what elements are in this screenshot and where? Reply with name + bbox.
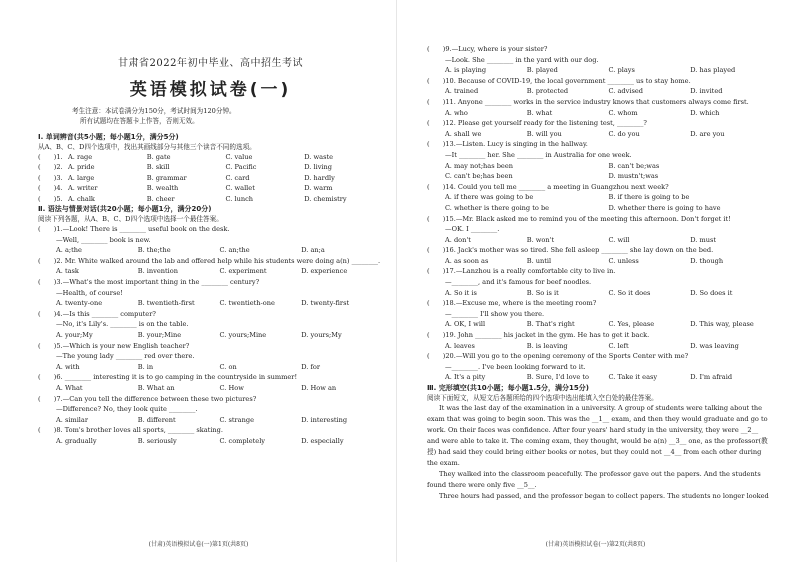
- answer-option[interactable]: D. waste: [304, 153, 334, 161]
- answer-option[interactable]: B. the;the: [137, 246, 171, 255]
- answer-option[interactable]: C. plays: [608, 66, 635, 75]
- question-item: [38, 224, 383, 256]
- answer-option[interactable]: A. twenty-one: [56, 299, 103, 308]
- answer-option[interactable]: C. can't be;has been: [445, 172, 513, 181]
- question-dialogue: —________, and it's famous for beef noodles.: [445, 278, 592, 287]
- answer-option[interactable]: C. Pacific: [225, 163, 257, 172]
- answer-options: [427, 192, 772, 203]
- question-item: [38, 372, 383, 393]
- answer-option[interactable]: C. Yes, please: [608, 320, 655, 329]
- answer-option[interactable]: D. was leaving: [690, 341, 739, 350]
- question-stem: ( )20.—Will you go to the opening ceremony of the Sports Center with me?: [427, 352, 689, 361]
- question-item: [427, 214, 772, 246]
- answer-option[interactable]: C. strange: [219, 415, 254, 424]
- answer-option[interactable]: B. grammar: [146, 173, 187, 182]
- answer-options: [38, 436, 383, 447]
- answer-option[interactable]: C. card: [225, 173, 250, 182]
- question-dialogue: —No, it's Lily's. ________ is on the table.: [56, 320, 189, 329]
- question-item: [427, 118, 772, 139]
- answer-option[interactable]: D. I'm afraid: [690, 373, 733, 382]
- answer-option[interactable]: A. if there was going to be: [445, 193, 534, 202]
- question-item: [38, 309, 383, 341]
- question-item: [38, 256, 383, 277]
- answer-option[interactable]: A. a;the: [56, 246, 82, 255]
- question-row: [38, 194, 383, 204]
- question-stem: ( )7.—Can you tell the difference between these two pictures?: [38, 394, 257, 403]
- question-row: [38, 183, 383, 193]
- answer-option[interactable]: B. What an: [137, 383, 175, 392]
- answer-options: [427, 65, 772, 76]
- question-item: [427, 245, 772, 266]
- answer-options: [38, 266, 383, 277]
- question-stem: ( )9.—Lucy, where is your sister?: [427, 45, 548, 53]
- answer-option[interactable]: D. twenty-first: [301, 299, 350, 308]
- answer-option[interactable]: B. can't be;was: [608, 161, 660, 170]
- question-stem: ( )4.—Is this ________ computer?: [38, 309, 156, 318]
- answer-options: [427, 86, 772, 97]
- answer-option[interactable]: B. in: [137, 362, 154, 371]
- answer-option[interactable]: D. interesting: [301, 415, 348, 424]
- answer-option[interactable]: A. shall we: [445, 129, 482, 138]
- answer-option[interactable]: D. though: [690, 256, 724, 265]
- answer-option[interactable]: C. yours;Mine: [219, 330, 267, 339]
- answer-option[interactable]: B. seriously: [137, 436, 177, 445]
- question-stem: ( )17.—Lanzhou is a really comfortable city to live in.: [427, 267, 616, 276]
- answer-option[interactable]: C. unless: [608, 256, 639, 265]
- exam-notice: [38, 106, 383, 126]
- answer-option[interactable]: C. lunch: [225, 194, 254, 203]
- question-item: [38, 394, 383, 426]
- answer-option[interactable]: C. whom: [608, 108, 638, 117]
- question-stem: ( )10. Because of COVID-19, the local government ________ us to stay home.: [427, 76, 691, 85]
- answer-option[interactable]: D. are you: [690, 129, 725, 138]
- question-row: [38, 173, 383, 183]
- answer-option[interactable]: B. what: [526, 108, 553, 117]
- question-number: ( )2.: [38, 163, 63, 172]
- answer-option[interactable]: C. do you: [608, 129, 640, 138]
- answer-option[interactable]: A. So it is: [445, 288, 477, 297]
- question-stem: ( )2. Mr. White walked around the lab and offered help while his students were doing a(n) ________.: [38, 256, 381, 265]
- answer-option[interactable]: C. experiment: [219, 267, 267, 276]
- answer-option[interactable]: C. value: [225, 153, 253, 161]
- page-footer-2: (甘肃)英语模拟试卷(一)第2页(共8页): [545, 541, 646, 548]
- question-number: ( )4.: [38, 184, 63, 193]
- answer-option[interactable]: B. will you: [526, 129, 562, 138]
- question-stem: ( )12. Please get yourself ready for the listening test, ________?: [427, 119, 647, 128]
- answer-option[interactable]: B. That's right: [526, 320, 575, 329]
- answer-options: [427, 161, 772, 172]
- answer-options: [427, 319, 772, 330]
- question-item: [427, 330, 772, 351]
- answer-option[interactable]: A. large: [68, 173, 95, 182]
- answer-option[interactable]: C. advised: [608, 87, 643, 96]
- question-dialogue: —It ________ her. She ________ in Australia for one week.: [445, 150, 632, 159]
- answer-option[interactable]: B. played: [526, 66, 558, 75]
- question-number: ( )3.: [38, 173, 63, 182]
- question-stem: ( )1.—Look! There is ________ useful book on the desk.: [38, 225, 230, 234]
- answer-option[interactable]: B. until: [526, 256, 552, 265]
- answer-option[interactable]: B. invention: [137, 267, 178, 276]
- answer-option[interactable]: B. skill: [146, 163, 170, 172]
- question-stem: ( )16. Jack's mother was so tired. She fell asleep ________ she lay down on the bed.: [427, 246, 714, 255]
- grammar-questions: [38, 224, 383, 446]
- question-item: [427, 266, 772, 298]
- answer-option[interactable]: B. twentieth-first: [137, 299, 195, 308]
- answer-option[interactable]: A. your;My: [56, 330, 93, 339]
- section-1-instructions: 从A、B、C、D四个选项中，找出其画线部分与其他三个读音不同的选项。: [38, 143, 256, 151]
- answer-options: [38, 415, 383, 426]
- question-item: [38, 425, 383, 446]
- answer-option[interactable]: B. wealth: [146, 184, 179, 193]
- answer-options: [38, 383, 383, 394]
- answer-options: [427, 341, 772, 352]
- answer-option[interactable]: A. similar: [56, 415, 88, 424]
- cloze-passage: [427, 403, 772, 502]
- notice-line-2: 所有试题均在答题卡上作答，否则无效。: [80, 117, 199, 125]
- notice-line-1: 考生注意：本试卷满分为150分，考试时间为120分钟。: [72, 107, 236, 115]
- section-2-heading: Ⅱ. 语法与情景对话(共20小题；每小题1分，满分20分): [38, 205, 212, 214]
- answer-option[interactable]: D. How an: [301, 383, 337, 392]
- answer-option[interactable]: A. with: [56, 362, 80, 371]
- answer-option[interactable]: B. gate: [146, 153, 171, 161]
- answer-option[interactable]: D. an;a: [301, 246, 325, 255]
- answer-option[interactable]: D. warm: [304, 184, 333, 193]
- answer-option[interactable]: A. may not;has been: [445, 161, 513, 170]
- answer-option[interactable]: D. must: [690, 235, 717, 244]
- answer-option[interactable]: B. if there is going to be: [608, 193, 690, 202]
- answer-option[interactable]: A. is playing: [445, 66, 487, 75]
- page-footer-1: (甘肃)英语模拟试卷(一)第1页(共8页): [148, 541, 249, 548]
- question-stem: ( )19. John ________ his jacket in the gym. He has to get it back.: [427, 331, 650, 340]
- question-number: ( )1.: [38, 153, 63, 161]
- answer-option[interactable]: C. left: [608, 341, 629, 350]
- answer-option[interactable]: A. as soon as: [445, 256, 489, 265]
- answer-option[interactable]: D. for: [301, 362, 321, 371]
- question-item: [427, 351, 772, 383]
- cloze-paragraph: They walked into the classroom peacefully. The professor gave out the papers. And the students found there were only five __5__.: [427, 470, 761, 489]
- answer-option[interactable]: D. mustn't;was: [608, 172, 659, 181]
- answer-option[interactable]: C. on: [219, 362, 237, 371]
- answer-option[interactable]: A. OK, I will: [445, 320, 486, 329]
- section-1-heading: Ⅰ. 单词辨音(共5小题；每小题1分，满分5分): [38, 133, 179, 141]
- question-item: [427, 298, 772, 330]
- answer-option[interactable]: D. This way, please: [690, 320, 754, 329]
- answer-option[interactable]: A. gradually: [56, 436, 97, 445]
- answer-options: [427, 203, 772, 214]
- answer-options: [427, 108, 772, 119]
- answer-option[interactable]: D. yours;My: [301, 330, 342, 339]
- phonetics-questions: [38, 152, 383, 204]
- answer-option[interactable]: D. whether there is going to have: [608, 203, 721, 212]
- answer-option[interactable]: A. chalk: [68, 194, 95, 203]
- section-2-instructions: 阅读下列各题，从A、B、C、D四个选项中选择一个最佳答案。: [38, 215, 223, 224]
- question-stem: ( )15.—Mr. Black asked me to remind you of the meeting this afternoon. Don't forget it!: [427, 214, 731, 223]
- question-dialogue: —________ I'll show you there.: [445, 309, 545, 318]
- question-number: ( )5.: [38, 194, 63, 203]
- question-item: [427, 44, 772, 76]
- cloze-paragraph: Three hours had passed, and the professor began to collect papers. The students no longer looked: [439, 492, 769, 500]
- question-stem: ( )6. ________ interesting it is to go camping in the countryside in summer!: [38, 373, 298, 382]
- question-stem: ( )18.—Excuse me, where is the meeting room?: [427, 299, 597, 308]
- answer-options: [427, 171, 772, 182]
- question-item: [427, 97, 772, 118]
- question-stem: ( )8. Tom's brother loves all sports, ________ skating.: [38, 426, 223, 435]
- answer-options: [427, 235, 772, 246]
- question-stem: ( )13.—Listen. Lucy is singing in the hallway.: [427, 140, 588, 149]
- answer-option[interactable]: A. rage: [68, 153, 93, 161]
- answer-option[interactable]: A. don't: [445, 235, 471, 244]
- answer-option[interactable]: D. which: [690, 108, 720, 117]
- answer-option[interactable]: D. So does it: [690, 288, 733, 297]
- question-dialogue: —Well, ________ book is new.: [56, 235, 151, 244]
- answer-option[interactable]: D. has played: [690, 66, 736, 75]
- question-stem: ( )5.—Which is your new English teacher?: [38, 341, 190, 350]
- answer-option[interactable]: C. wallet: [225, 184, 255, 193]
- answer-options: [427, 288, 772, 299]
- answer-option[interactable]: B. different: [137, 415, 176, 424]
- question-dialogue: —________. I've been looking forward to it.: [445, 362, 586, 371]
- question-item: [38, 341, 383, 373]
- answer-option[interactable]: C. Take it easy: [608, 373, 658, 382]
- answer-option[interactable]: A. who: [445, 108, 468, 117]
- question-dialogue: —The young lady ________ red over there.: [56, 352, 195, 361]
- answer-option[interactable]: C. How: [219, 383, 244, 392]
- question-dialogue: —OK. I ________.: [445, 225, 500, 234]
- question-item: [427, 139, 772, 181]
- answer-option[interactable]: B. protected: [526, 87, 569, 96]
- question-row: [38, 152, 383, 162]
- answer-option[interactable]: A. It's a pity: [445, 373, 486, 382]
- answer-option[interactable]: D. living: [304, 163, 333, 172]
- answer-option[interactable]: B. your;Mine: [137, 330, 182, 339]
- answer-option[interactable]: B. won't: [526, 235, 555, 244]
- exam-title: 甘肃省2022年初中毕业、高中招生考试: [118, 58, 303, 69]
- answer-option[interactable]: C. twentieth-one: [219, 299, 275, 308]
- answer-option[interactable]: D. chemistry: [304, 194, 347, 203]
- answer-option[interactable]: A. writer: [68, 184, 98, 193]
- answer-option[interactable]: D. invited: [690, 87, 723, 96]
- answer-option[interactable]: C. will: [608, 235, 630, 244]
- cloze-paragraph: It was the last day of the examination in a university. A group of students were talking about the exam that was going to begin soon. This was the __1__ exam, and then they would graduate and go to work. On their faces was confidence. After four years' hard study in the university, they were __2__ and were able to take it. The coming exam, they thought, would be a(n) __3__ one, as the professor(教授) had said they could bring either books or notes, but they could not __4__ from each other during the exam.: [427, 404, 768, 467]
- answer-options: [427, 129, 772, 140]
- question-stem: ( )3.—What's the most important thing in the ________ century?: [38, 278, 260, 286]
- answer-options: [427, 372, 772, 383]
- answer-options: [38, 330, 383, 341]
- answer-option[interactable]: B. is leaving: [526, 341, 568, 350]
- section-3-heading: Ⅲ. 完形填空(共10小题；每小题1.5分，满分15分): [427, 384, 589, 392]
- question-stem: ( )11. Anyone ________ works in the service industry knows that customers always come first.: [427, 97, 749, 106]
- answer-option[interactable]: C. So it does: [608, 288, 651, 297]
- question-item: [427, 182, 772, 214]
- answer-option[interactable]: C. whether is there going to be: [445, 203, 550, 212]
- answer-options: [38, 298, 383, 309]
- answer-option[interactable]: D. experience: [301, 267, 348, 276]
- answer-option[interactable]: A. trained: [445, 87, 479, 96]
- question-stem: ( )14. Could you tell me ________ a meeting in Guangzhou next week?: [427, 182, 669, 191]
- answer-option[interactable]: B. So is it: [526, 288, 559, 297]
- answer-option[interactable]: B. Sure, I'd love to: [526, 373, 589, 382]
- answer-option[interactable]: D. hardly: [304, 173, 335, 182]
- question-dialogue: —Health, of course!: [56, 288, 123, 297]
- answer-option[interactable]: A. pride: [68, 163, 95, 172]
- question-item: [427, 76, 772, 97]
- answer-option[interactable]: A. task: [56, 267, 79, 276]
- answer-options: [38, 362, 383, 373]
- grammar-questions-continued: [427, 44, 772, 383]
- answer-option[interactable]: D. especially: [301, 436, 344, 445]
- question-dialogue: —Difference? No, they look quite ________.: [56, 405, 198, 414]
- answer-option[interactable]: A. What: [56, 383, 83, 392]
- answer-option[interactable]: C. an;the: [219, 246, 250, 255]
- answer-option[interactable]: A. leaves: [445, 341, 475, 350]
- section-3-instructions: 阅读下面短文，从短文后各题所给的四个选项中选出能填入空白处的最佳答案。: [427, 394, 658, 402]
- question-row: [38, 162, 383, 172]
- question-dialogue: —Look. She ________ in the yard with our dog.: [445, 55, 599, 64]
- page-2: [397, 0, 794, 562]
- answer-options: [427, 256, 772, 267]
- answer-option[interactable]: C. completely: [219, 436, 266, 445]
- question-item: [38, 277, 383, 309]
- answer-option[interactable]: B. cheer: [146, 194, 175, 203]
- paper-title: 英语模拟试卷(一): [129, 80, 292, 100]
- answer-options: [38, 245, 383, 256]
